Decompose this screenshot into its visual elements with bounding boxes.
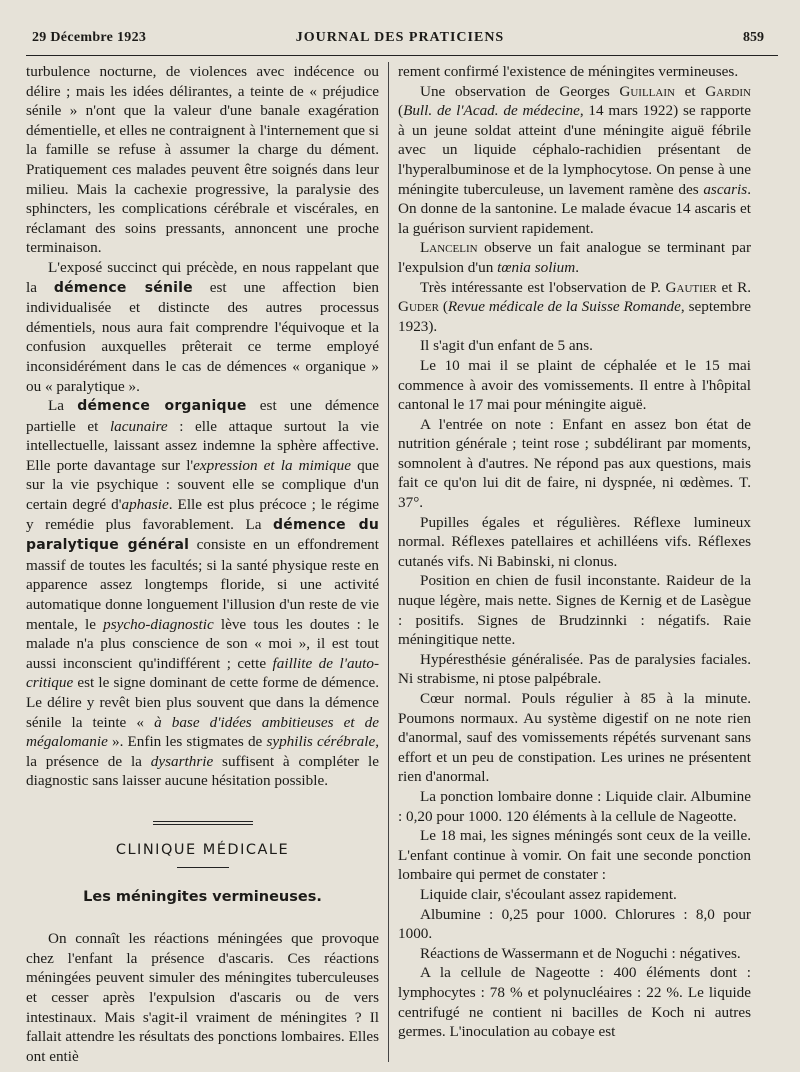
- paragraph: Le 10 mai il se plaint de céphalée et le 15 mai commence à avoir des vomissements. Il entre à l'hôpital cantonal le 17 mai pour méningite aiguë.: [398, 356, 751, 414]
- header-page-number: 859: [743, 30, 764, 45]
- left-column: [26, 62, 379, 1066]
- paragraph: Très intéressante est l'observation de P. Gautier et R. Guder (Revue médicale de la Suisse Romande, septembre 1923).: [398, 278, 752, 335]
- right-column: [398, 62, 751, 1042]
- paragraph: turbulence nocturne, de violences avec indécence ou délire ; mais les idées délirantes, a teinte de « préjudice sénile » n'ont que la valeur d'une banale exagération démentielle, et elles ne contraignent à l'internement que si la famille se refuse à assumer la charge du dément. Pratiquement ces malades peuvent être soignés dans leur milieu. Mais la cachexie progressive, la paralysie des sphincters, les complications cérébrale et viscérales, en réclamant des soins pressants, annoncent une proche terminaison.: [26, 63, 379, 257]
- paragraph: L'exposé succinct qui précède, en nous rappelant que la démence sénile est une affection bien individualisée et distincte des autres processus démentiels, nous aura fait comprendre l'équivoque et la confusion auxquelles prêterait ce terme employé inconsidérément dans le cas de démences « organique » ou « paralytique ».: [26, 258, 379, 395]
- header-journal-title: JOURNAL DES PRATICIENS: [295, 30, 505, 45]
- paragraph: Cœur normal. Pouls régulier à 85 à la minute. Poumons normaux. Au système digestif on ne note rien d'anormal, sauf des vomissements répétés survenant sans effort et un peu de constipation. Les urines ne présentent rien d'anormal.: [398, 690, 751, 786]
- section-ornament: [26, 821, 379, 825]
- paragraph: Réactions de Wassermann et de Noguchi : négatives.: [420, 944, 741, 962]
- paragraph: Position en chien de fusil inconstante. Raideur de la nuque légère, mais nette. Signes de Kernig et de Lasègue : positifs. Signes de Brudzinnki : négatifs. Raie méningitique nette.: [398, 572, 751, 649]
- header-rule: [26, 55, 778, 56]
- paragraph: Hypéresthésie généralisée. Pas de paralysies faciales. Ni strabisme, ni ptose palpébrale.: [398, 650, 751, 688]
- paragraph: Pupilles égales et régulières. Réflexe lumineux normal. Réflexes patellaires et achilléens vifs. Réflexes cutanés vifs. Ni Babinski, ni clonus.: [398, 513, 751, 570]
- column-divider: [388, 62, 389, 1062]
- paragraph: Il s'agit d'un enfant de 5 ans.: [420, 337, 593, 355]
- page-header: [0, 0, 800, 66]
- paragraph: Une observation de Georges Guillain et Gardin (Bull. de l'Acad. de médecine, 14 mars 1922) se rapporte à un jeune soldat atteint d'une méningite aiguë fébrile avec un liquide céphalo-rachidien présentant de l'hyperalbuminose et de la lymphocytose. On pense à une méningite tuberculeuse, un lavement ramène des ascaris. On donne de la santonine. Le malade évacue 14 ascaris et la guérison survient rapidement.: [398, 82, 751, 237]
- paragraph: rement confirmé l'existence de méningites vermineuses.: [398, 63, 739, 80]
- paragraph: Lancelin observe un fait analogue se terminant par l'expulsion d'un tœnia solium.: [398, 239, 751, 276]
- paragraph: On connaît les réactions méningées que provoque chez l'enfant la présence d'ascaris. Ces réactions méningées peuvent simuler des méningites tuberculeuses et cesser après l'expulsion d'ascaris ou de vers intestinaux. Mais s'agit-il vraiment de méningites ? Il fallait attendre les résultats des ponctions lombaires. Elles ont entiè: [26, 930, 379, 1065]
- header-date: 29 Décembre 1923: [32, 30, 147, 45]
- section-rule: [177, 867, 229, 868]
- paragraph: La ponction lombaire donne : Liquide clair. Albumine : 0,20 pour 1000. 120 éléments à la cellule de Nageotte.: [398, 787, 751, 825]
- paragraph: A la cellule de Nageotte : 400 éléments dont : lymphocytes : 78 % et polynucléaires : 22 %. Le liquide centrifugé ne contient ni bacilles de Koch ni autres germes. L'inoculation au cobaye est: [398, 964, 751, 1041]
- article-title: Les méningites vermineuses.: [83, 888, 322, 905]
- paragraph: Le 18 mai, les signes méningés sont ceux de la veille. L'enfant continue à vomir. On fait une seconde ponction lombaire qui permet de constater :: [398, 827, 751, 884]
- paragraph: A l'entrée on note : Enfant en assez bon état de nutrition générale ; teint rose ; subdélirant par moments, somnolent à d'autres. Ne répond pas aux questions, mais fait ce qu'on lui dit de faire, ni dyspnée, ni œdèmes. T. 37°.: [398, 415, 751, 512]
- paragraph: Albumine : 0,25 pour 1000. Chlorures : 8,0 pour 1000.: [398, 905, 751, 943]
- paragraph: Liquide clair, s'écoulant assez rapidement.: [420, 885, 677, 903]
- section-title: CLINIQUE MÉDICALE: [115, 841, 290, 858]
- paragraph: La démence organique est une démence partielle et lacunaire : elle attaque surtout la vie intellectuelle, laissant assez indemne la sphère affective. Elle porte davantage sur l'expression et la mimique que sur la vie psychique : souvent elle se complique d'un certain degré d'aphasie. Elle est plus précoce ; le régime y remédie plus favorablement. La démence du paralytique général consiste en un effondrement massif de toutes les facultés; si la santé physique reste en apparence assez longtemps floride, si une activité automatique donne longuement l'illusion d'un reste de vie mentale, le psycho-diagnostic lève tous les doutes : le malade n'a plus conscience de son « moi », il est tout aussi inconscient qu'indifférent ; cette faillite de l'auto-critique est le signe dominant de cette forme de démence. Le délire y revêt bien plus souvent que dans la démence sénile la teinte « à base d'idées ambitieuses et de mégalomanie ». Enfin les stigmates de syphilis cérébrale, la présence de la dysarthrie suffisent à compléter le diagnostic sans laisser aucune hésitation possible.: [26, 397, 380, 790]
